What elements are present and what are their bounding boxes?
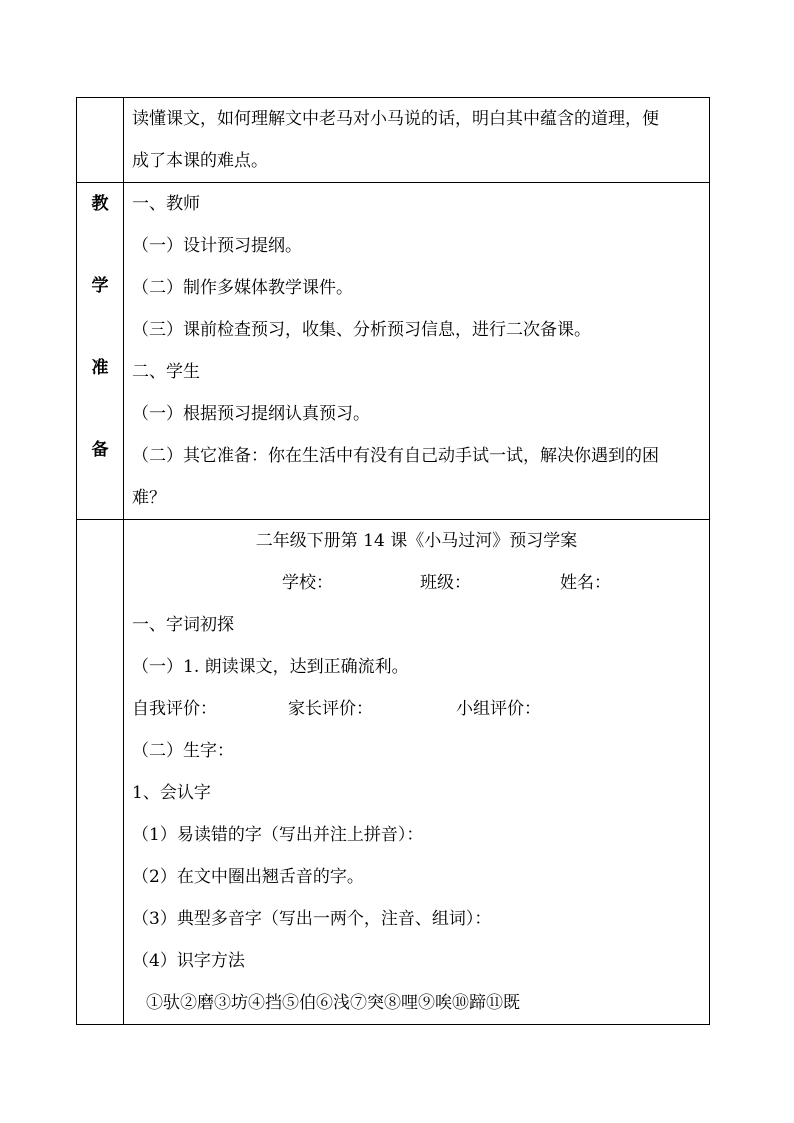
row-label-cell-preparation: [77, 183, 124, 520]
sub-recognize-chars: 1、会认字: [132, 783, 211, 803]
parent-eval-label: 家长评价：: [288, 699, 373, 719]
student-info-fields: [132, 562, 701, 604]
side-label-char-4: 备: [91, 440, 109, 460]
school-label: 学校：: [282, 573, 333, 593]
side-label-char-3: 准: [91, 358, 109, 378]
row-label-cell-empty: [77, 98, 124, 183]
lesson-plan-table: [76, 97, 710, 1025]
side-label-char-2: 学: [91, 276, 109, 296]
prep-line-4: （三）课前检查预习，收集、分析预习信息，进行二次备课。: [132, 320, 591, 340]
question-4: （4）识字方法: [132, 951, 245, 971]
prep-line-1: 一、教师: [132, 194, 200, 214]
row-label-cell-empty-2: [77, 520, 124, 1025]
question-3: （3）典型多音字（写出一两个，注音、组词）：: [132, 909, 492, 929]
table-row-preparation: [77, 183, 710, 520]
prep-line-8: 难？: [132, 488, 166, 508]
difficulty-line-1: 读懂课文，如何理解文中老马对小马说的话，明白其中蕴含的道理，便: [132, 109, 659, 129]
prep-line-3: （二）制作多媒体教学课件。: [132, 278, 353, 298]
section-heading-1: 一、字词初探: [132, 615, 234, 635]
difficulty-line-2: 成了本课的难点。: [132, 151, 268, 171]
prep-line-7: （二）其它准备：你在生活中有没有自己动手试一试，解决你遇到的困: [132, 446, 659, 466]
group-eval-label: 小组评价：: [456, 699, 541, 719]
question-2: （2）在文中圈出翘舌音的字。: [132, 867, 364, 887]
table-row-worksheet: [77, 520, 710, 1025]
prep-line-2: （一）设计预习提纲。: [132, 236, 302, 256]
class-label: 班级：: [420, 573, 471, 593]
item-read-aloud: （一）1. 朗读课文，达到正确流利。: [132, 657, 409, 677]
prep-line-6: （一）根据预习提纲认真预习。: [132, 404, 370, 424]
preparation-cell: [124, 183, 710, 520]
question-1: （1）易读错的字（写出并注上拼音）：: [132, 825, 424, 845]
item-new-characters: （二）生字：: [132, 741, 234, 761]
prep-line-5: 二、学生: [132, 362, 200, 382]
character-list: ①驮②磨③坊④挡⑤伯⑥浅⑦突⑧哩⑨唉⑩蹄⑪既: [146, 993, 520, 1013]
self-eval-label: 自我评价：: [132, 699, 217, 719]
side-label-char-1: 教: [91, 194, 109, 214]
evaluation-fields: [132, 688, 701, 730]
name-label: 姓名：: [560, 573, 611, 593]
difficulty-cell: [124, 98, 710, 183]
worksheet-cell: [124, 520, 710, 1025]
worksheet-title: 二年级下册第 14 课《小马过河》预习学案: [255, 531, 578, 551]
table-row-difficulty: [77, 98, 710, 183]
